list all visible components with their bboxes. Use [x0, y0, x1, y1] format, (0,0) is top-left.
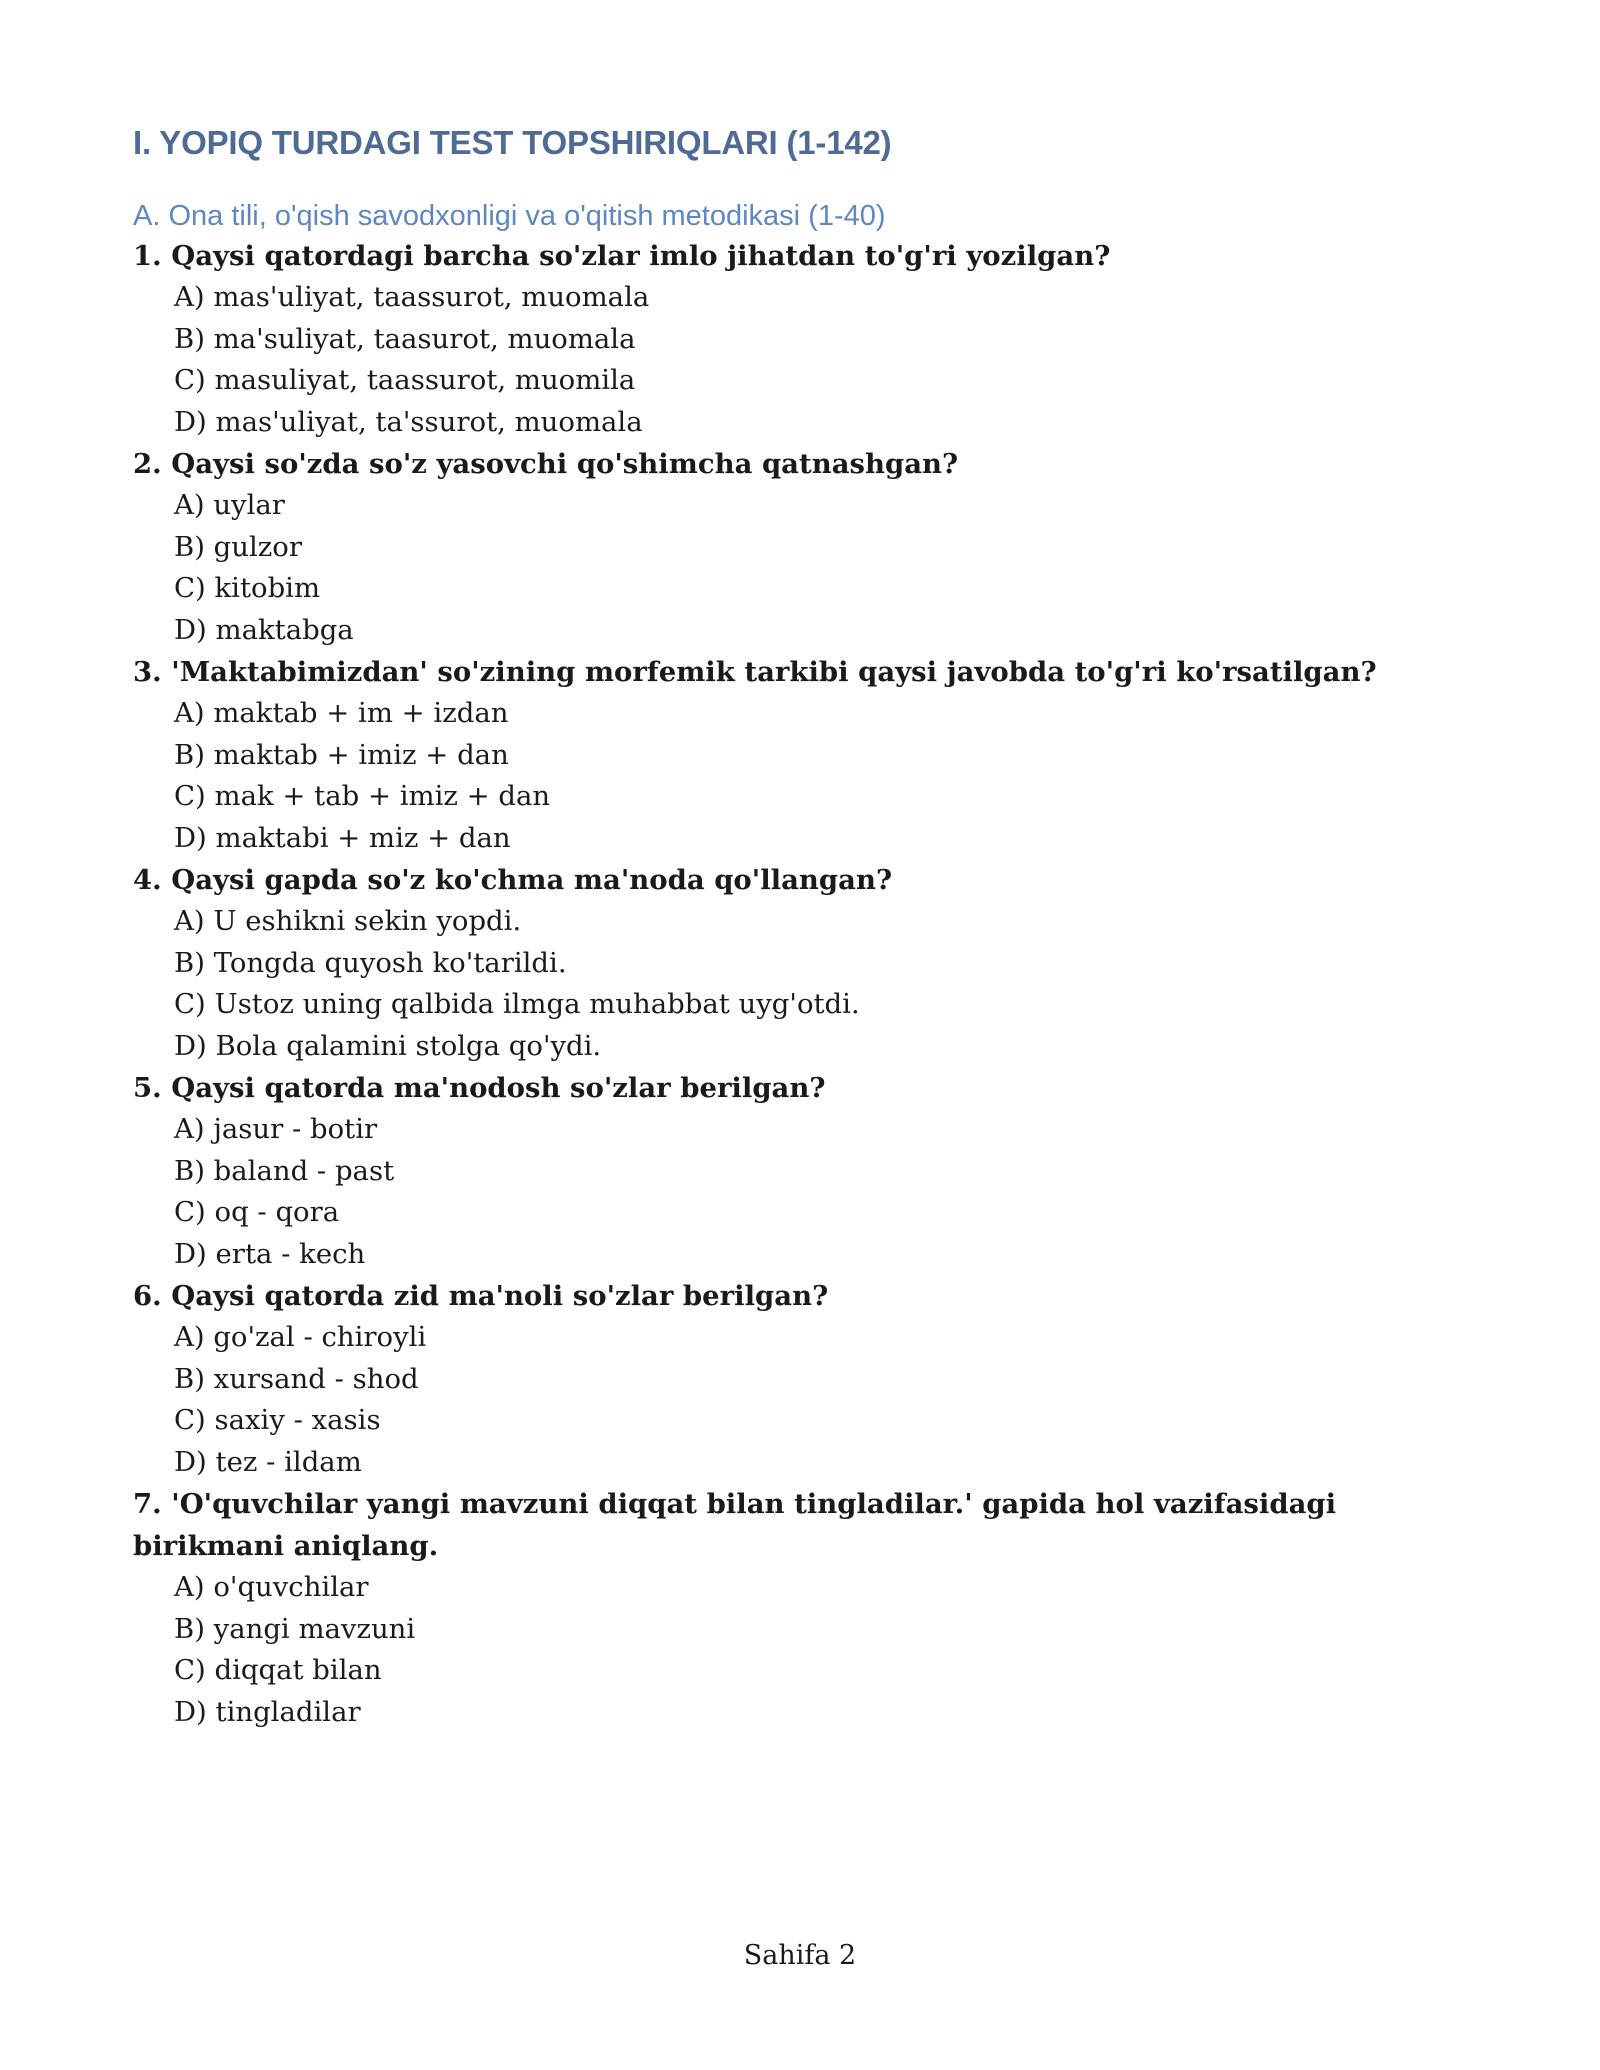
- answer-option: A) maktab + im + izdan: [174, 697, 509, 729]
- answer-option: A) go'zal - chiroyli: [174, 1321, 427, 1353]
- answer-option: D) tez - ildam: [174, 1445, 362, 1478]
- question-text: 7. 'O'quvchilar yangi mavzuni diqqat bilan tingladilar.' gapida hol vazifasidagi birikmani aniqlang.: [133, 1488, 1337, 1562]
- answer-option: A) mas'uliyat, taassurot, muomala: [174, 281, 650, 313]
- answer-option: B) baland - past: [174, 1154, 395, 1187]
- answer-option: C) diqqat bilan: [174, 1654, 382, 1686]
- question-item: [133, 1067, 1473, 1275]
- question-text: 3. 'Maktabimizdan' so'zining morfemik tarkibi qaysi javobda to'g'ri ko'rsatilgan?: [133, 656, 1377, 688]
- section-heading: I. YOPIQ TURDAGI TEST TOPSHIRIQLARI (1-142): [133, 124, 892, 161]
- option-list: [133, 1567, 1473, 1733]
- answer-option: A) U eshikni sekin yopdi.: [174, 905, 522, 937]
- answer-option: A) o'quvchilar: [174, 1571, 369, 1603]
- question-item: [133, 859, 1473, 1067]
- question-item: [133, 651, 1473, 859]
- answer-option: C) saxiy - xasis: [174, 1404, 381, 1436]
- answer-option: D) erta - kech: [174, 1237, 366, 1270]
- answer-option: D) maktabga: [174, 613, 354, 646]
- option-list: [133, 1317, 1473, 1483]
- answer-option: B) yangi mavzuni: [174, 1612, 416, 1645]
- subsection-heading: A. Ona tili, o'qish savodxonligi va o'qitish metodikasi (1-40): [133, 200, 886, 232]
- question-text: 4. Qaysi gapda so'z ko'chma ma'noda qo'llangan?: [133, 864, 893, 896]
- answer-option: C) mak + tab + imiz + dan: [174, 780, 551, 812]
- question-text: 5. Qaysi qatorda ma'nodosh so'zlar berilgan?: [133, 1072, 826, 1104]
- question-item: [133, 443, 1473, 651]
- answer-option: B) gulzor: [174, 530, 302, 563]
- answer-option: A) jasur - botir: [174, 1113, 378, 1145]
- option-list: [133, 1109, 1473, 1275]
- question-item: [133, 1275, 1473, 1483]
- answer-option: C) oq - qora: [174, 1196, 340, 1228]
- question-text: 2. Qaysi so'zda so'z yasovchi qo'shimcha qatnashgan?: [133, 448, 959, 480]
- answer-option: C) kitobim: [174, 572, 321, 604]
- answer-option: D) maktabi + miz + dan: [174, 821, 511, 854]
- answer-option: A) uylar: [174, 489, 285, 521]
- option-list: [133, 277, 1473, 443]
- option-list: [133, 693, 1473, 859]
- page-footer: Sahifa 2: [743, 1940, 857, 1971]
- document-page: [133, 122, 1473, 1733]
- option-list: [133, 485, 1473, 651]
- answer-option: D) mas'uliyat, ta'ssurot, muomala: [174, 405, 643, 438]
- answer-option: D) tingladilar: [174, 1695, 361, 1728]
- answer-option: C) masuliyat, taassurot, muomila: [174, 364, 636, 396]
- answer-option: B) xursand - shod: [174, 1362, 419, 1395]
- question-item: [133, 235, 1473, 443]
- question-item: [133, 1483, 1473, 1733]
- question-text: 6. Qaysi qatorda zid ma'noli so'zlar berilgan?: [133, 1280, 829, 1312]
- answer-option: B) ma'suliyat, taasurot, muomala: [174, 322, 636, 355]
- option-list: [133, 901, 1473, 1067]
- answer-option: B) Tongda quyosh ko'tarildi.: [174, 946, 567, 979]
- answer-option: B) maktab + imiz + dan: [174, 738, 509, 771]
- question-text: 1. Qaysi qatordagi barcha so'zlar imlo jihatdan to'g'ri yozilgan?: [133, 240, 1111, 272]
- answer-option: D) Bola qalamini stolga qo'ydi.: [174, 1029, 602, 1062]
- answer-option: C) Ustoz uning qalbida ilmga muhabbat uyg'otdi.: [174, 988, 860, 1020]
- question-list: [133, 235, 1473, 1733]
